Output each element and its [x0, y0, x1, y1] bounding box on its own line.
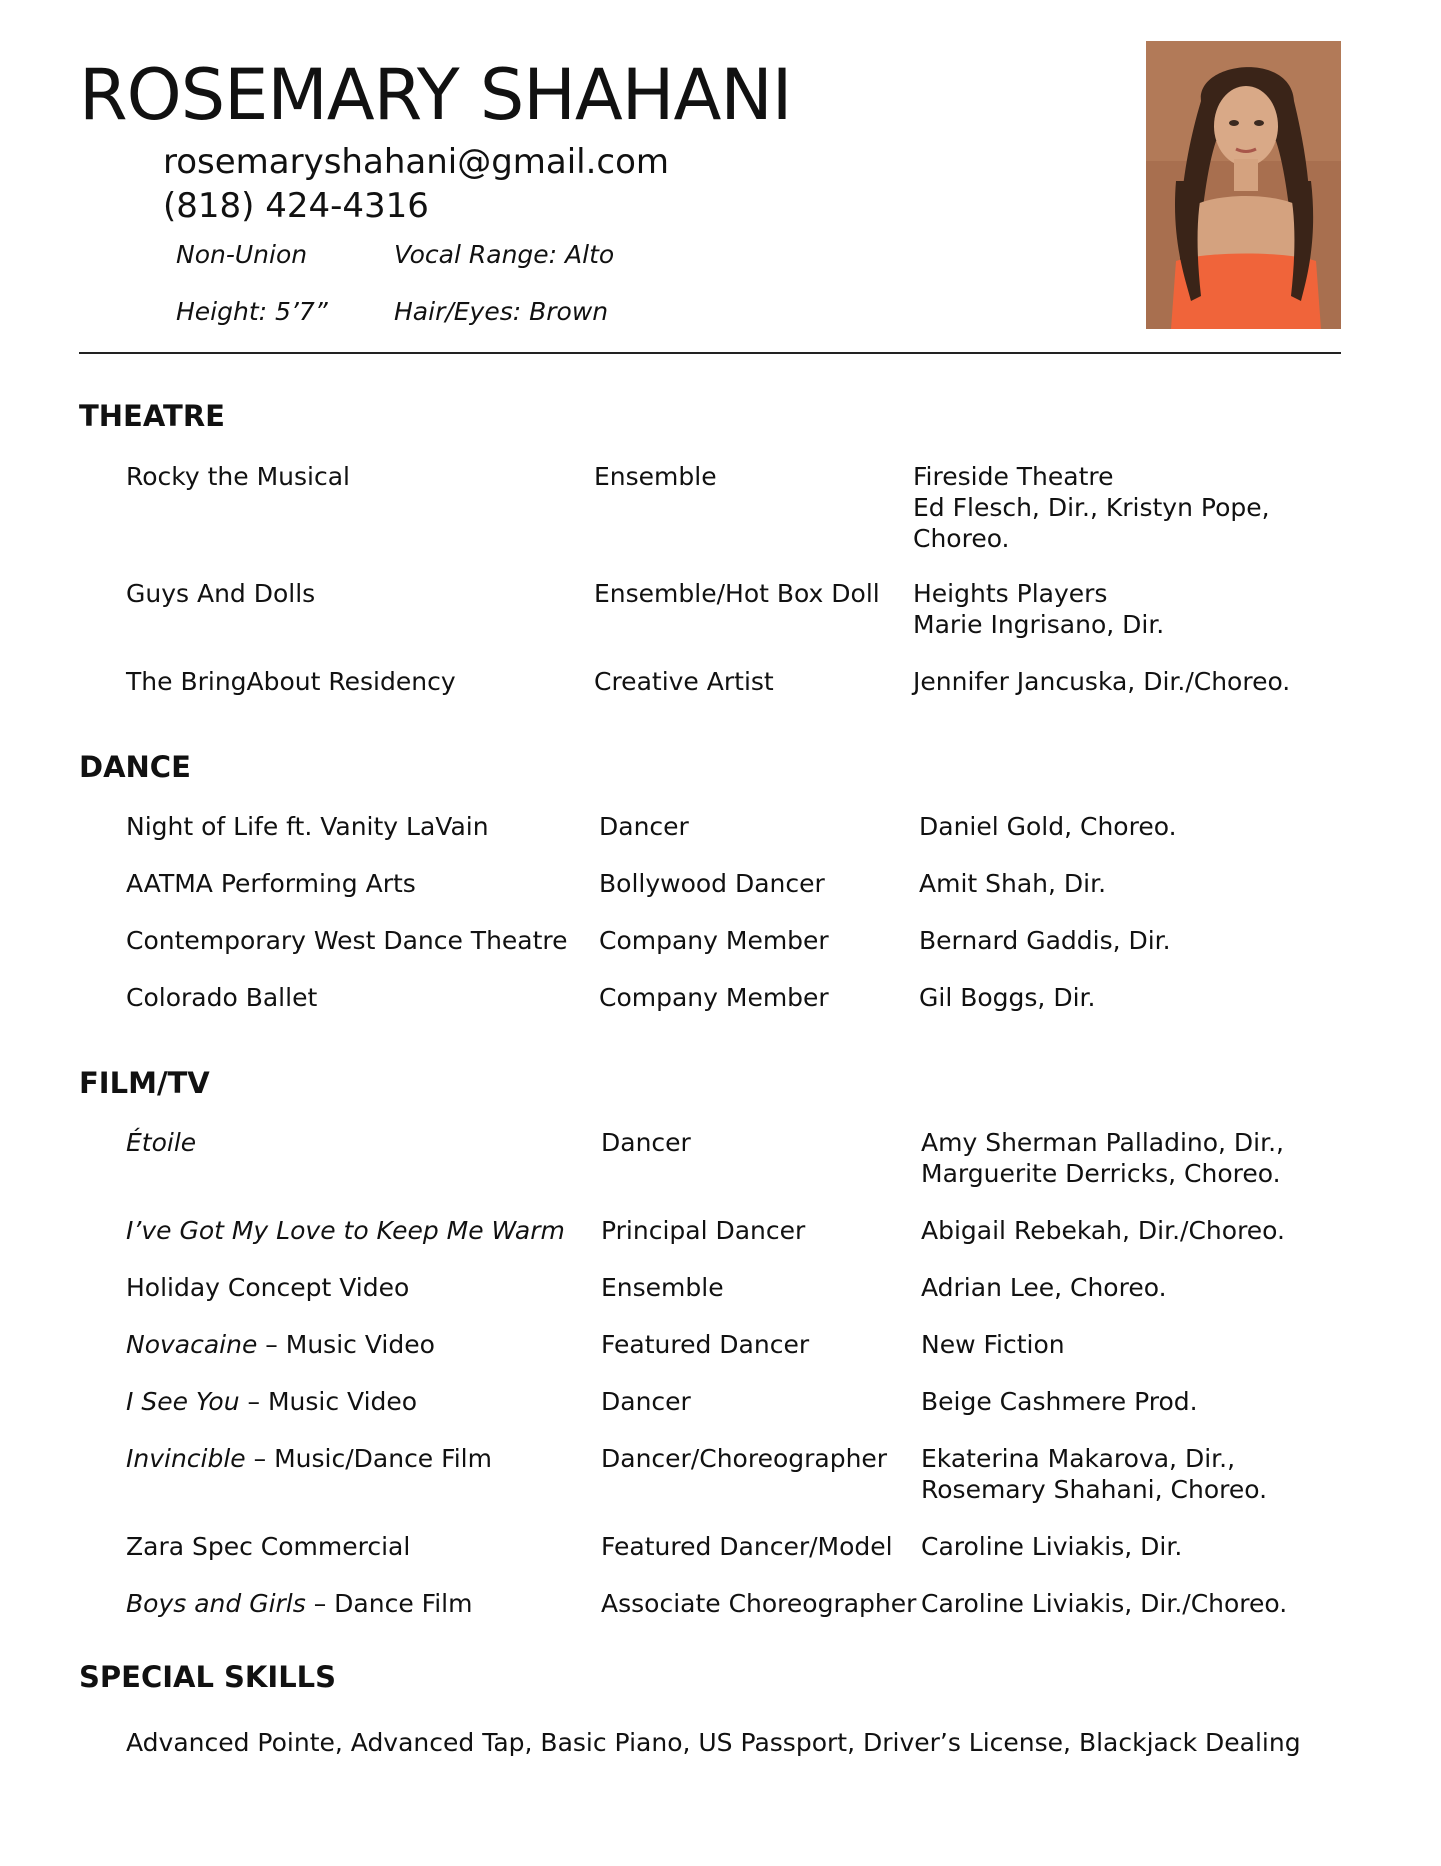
title-rest: – Music Video: [239, 1387, 418, 1416]
credit-line: Caroline Liviakis, Dir.: [921, 1532, 1183, 1561]
title-italic: I’ve Got My Love to Keep Me Warm: [126, 1216, 565, 1245]
production-title: Night of Life ft. Vanity LaVain: [126, 812, 489, 841]
production-title: Contemporary West Dance Theatre: [126, 926, 568, 955]
role: Dancer: [601, 1128, 691, 1157]
credit-line: Choreo.: [913, 524, 1010, 553]
role: Principal Dancer: [601, 1216, 806, 1245]
role: Ensemble: [594, 462, 717, 491]
production-title: Rocky the Musical: [126, 462, 350, 491]
role: Dancer: [599, 812, 689, 841]
production-title: [126, 1329, 435, 1360]
title-rest: Holiday Concept Video: [126, 1273, 410, 1302]
section-title-theatre: THEATRE: [79, 399, 225, 433]
credit-line: Ekaterina Makarova, Dir.,: [921, 1444, 1236, 1473]
role: Featured Dancer/Model: [601, 1532, 893, 1561]
credit-line: Heights Players: [913, 579, 1108, 608]
credit-line: Ed Flesch, Dir., Kristyn Pope,: [913, 493, 1270, 522]
production-title: [126, 1588, 472, 1619]
section-title-special-skills: SPECIAL SKILLS: [79, 1660, 337, 1694]
header-divider: [79, 352, 1341, 354]
credit-line: Abigail Rebekah, Dir./Choreo.: [921, 1216, 1285, 1245]
role: Bollywood Dancer: [599, 869, 825, 898]
title-italic: I See You: [126, 1387, 240, 1416]
credit-line: New Fiction: [921, 1330, 1065, 1359]
title-rest: Zara Spec Commercial: [126, 1532, 411, 1561]
title-italic: Étoile: [126, 1128, 197, 1157]
role: Associate Choreographer: [601, 1589, 917, 1618]
production-title: Colorado Ballet: [126, 983, 318, 1012]
email-address[interactable]: rosemaryshahani@gmail.com: [163, 142, 670, 182]
hair-eyes: Hair/Eyes: Brown: [394, 297, 609, 326]
skills-list: Advanced Pointe, Advanced Tap, Basic Piano, US Passport, Driver’s License, Blackjack Dealing: [126, 1728, 1301, 1757]
production-title: [126, 1127, 196, 1158]
role: Featured Dancer: [601, 1330, 810, 1359]
title-italic: Boys and Girls: [126, 1589, 306, 1618]
section-title-film-tv: FILM/TV: [79, 1066, 210, 1100]
credit-line: Marie Ingrisano, Dir.: [913, 610, 1165, 639]
credit-line: Amit Shah, Dir.: [919, 869, 1107, 898]
title-rest: – Music Video: [257, 1330, 435, 1359]
title-italic: Novacaine: [126, 1330, 258, 1359]
credit-line: Gil Boggs, Dir.: [919, 983, 1096, 1012]
title-rest: – Music/Dance Film: [245, 1444, 492, 1473]
headshot-illustration: [1146, 41, 1341, 329]
credit-line: Marguerite Derricks, Choreo.: [921, 1159, 1281, 1188]
role: Ensemble/Hot Box Doll: [594, 579, 880, 608]
production-title: [126, 1531, 410, 1562]
production-title: [126, 1443, 492, 1474]
credit-line: Beige Cashmere Prod.: [921, 1387, 1198, 1416]
role: Dancer/Choreographer: [601, 1444, 888, 1473]
production-title: [126, 1215, 565, 1246]
role: Creative Artist: [594, 667, 774, 696]
credit-line: Bernard Gaddis, Dir.: [919, 926, 1171, 955]
name-heading: ROSEMARY SHAHANI: [79, 54, 792, 136]
production-title: The BringAbout Residency: [126, 667, 456, 696]
union-status: Non-Union: [176, 240, 308, 269]
section-title-dance: DANCE: [79, 750, 191, 784]
phone-number[interactable]: (818) 424-4316: [163, 186, 429, 226]
title-italic: Invincible: [126, 1444, 246, 1473]
credit-line: Jennifer Jancuska, Dir./Choreo.: [913, 667, 1291, 696]
role: Company Member: [599, 983, 829, 1012]
role: Company Member: [599, 926, 829, 955]
production-title: [126, 1272, 409, 1303]
title-rest: – Dance Film: [305, 1589, 473, 1618]
role: Dancer: [601, 1387, 691, 1416]
credit-line: Caroline Liviakis, Dir./Choreo.: [921, 1589, 1288, 1618]
role: Ensemble: [601, 1273, 724, 1302]
height: Height: 5’7”: [176, 297, 328, 326]
headshot-photo: [1146, 41, 1341, 329]
credit-line: Adrian Lee, Choreo.: [921, 1273, 1167, 1302]
vocal-range: Vocal Range: Alto: [394, 240, 615, 269]
credit-line: Amy Sherman Palladino, Dir.,: [921, 1128, 1285, 1157]
production-title: AATMA Performing Arts: [126, 869, 416, 898]
production-title: Guys And Dolls: [126, 579, 316, 608]
credit-line: Fireside Theatre: [913, 462, 1114, 491]
credit-line: Rosemary Shahani, Choreo.: [921, 1475, 1268, 1504]
production-title: [126, 1386, 417, 1417]
credit-line: Daniel Gold, Choreo.: [919, 812, 1177, 841]
